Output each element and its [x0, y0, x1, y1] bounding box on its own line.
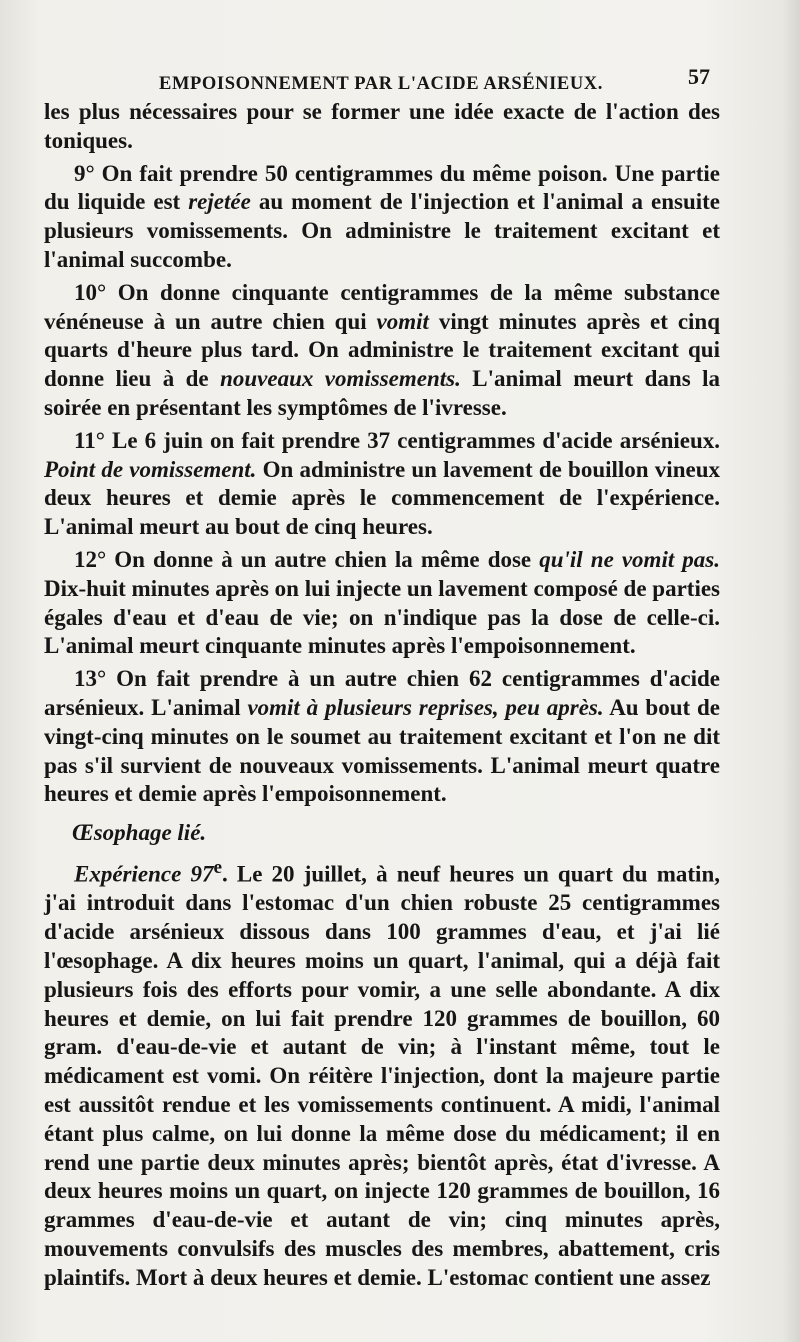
page-number: 57	[688, 64, 710, 89]
body-text	[44, 98, 720, 1297]
italic-text: vomit à plusieurs reprises, peu après.	[247, 694, 604, 720]
text-run: L'animal meurt dans la soirée en présentant les symptômes de l'ivresse.	[44, 366, 720, 420]
text-run: Au bout de vingt-cinq minutes on le soumet au traitement excitant et l'on ne dit pas s'il survient de nouveaux vomissements. L'animal meurt quatre heures et demie après l'empoisonnement.	[44, 694, 720, 807]
italic-text: rejetée	[188, 189, 251, 215]
paragraph-9	[44, 160, 720, 275]
page-edge-shadow	[782, 0, 800, 1342]
page-header	[44, 64, 724, 98]
text-run: Dix-huit minutes après on lui injecte un lavement composé de parties égales d'eau et d'eau de vie; on n'indique pas la dose de celle-ci. L'animal meurt cinquante minutes après l'empoisonnement.	[44, 575, 720, 659]
paragraph-10	[44, 279, 720, 423]
paragraph-experience-97	[44, 854, 720, 1293]
text-run: 13° On fait prendre à un autre chien 62 centigrammes d'acide arsénieux. L'animal	[44, 666, 720, 720]
experience-label: Expérience 97	[74, 861, 214, 887]
text-run: vingt minutes après et cinq quarts d'heure plus tard. On administre le traitement excitant qui donne lieu à de	[44, 308, 721, 392]
paragraph-continuation: les plus nécessaires pour se former une idée exacte de l'action des toniques.	[44, 99, 720, 153]
section-subheading: Œsophage lié.	[72, 820, 207, 846]
italic-text: nouveaux vomissements.	[220, 366, 461, 392]
text-run: au moment de l'injection et l'animal a ensuite plusieurs vomissements. On administre le traitement excitant et l'animal succombe.	[44, 189, 720, 272]
text-run: 10° On donne cinquante centigrammes de la même substance vénéneuse à un autre chien qui	[44, 279, 720, 334]
running-title: EMPOISONNEMENT PAR L'ACIDE ARSÉNIEUX.	[159, 74, 603, 94]
italic-text: Point de vomissement.	[44, 456, 257, 482]
text-run: 12° On donne à un autre chien la même dose	[74, 546, 540, 572]
paragraph-11	[44, 427, 720, 542]
text-run: 9° On fait prendre 50 centigrammes du même poison. Une partie du liquide est	[44, 160, 720, 215]
italic-text: qu'il ne vomit pas.	[539, 546, 721, 572]
text-run: . Le 20 juillet, à neuf heures un quart du matin, j'ai introduit dans l'estomac d'un chien robuste 25 centigrammes d'acide arsénieux dissous dans 100 grammes d'eau, et j'ai lié l'œsophage. A dix heures moins un quart, l'animal, qui a déjà fait plusieurs fois des efforts pour vomir, a une selle abondante. A dix heures et demie, on lui fait prendre 120 grammes de bouillon, 60 gram. d'eau-de-vie et autant de vin; à l'instant même, tout le médicament est vomi. On réitère l'injection, dont la majeure partie est aussitôt rendue et les vomissements continuent. A midi, l'animal étant plus calme, on lui donne la même dose du médicament; il en rend une partie deux minutes après; bientôt après, état d'ivresse. A deux heures moins un quart, on injecte 120 grammes de bouillon, 16 grammes d'eau-de-vie et autant de vin; cinq minutes après, mouvements convulsifs des muscles des membres, abattement, cris plaintifs. Mort à deux heures et demie. L'estomac contient une assez	[44, 861, 720, 1290]
paragraph-12	[44, 546, 720, 661]
text-run: On administre un lavement de bouillon vineux deux heures et demie après le commencement de l'expérience. L'animal meurt au bout de cinq heures.	[44, 456, 720, 540]
paragraph-13	[44, 665, 720, 809]
text-run: 11° Le 6 juin on fait prendre 37 centigrammes d'acide arsénieux.	[74, 427, 720, 453]
italic-text: vomit	[376, 308, 429, 334]
ordinal-superscript: e	[213, 856, 222, 878]
